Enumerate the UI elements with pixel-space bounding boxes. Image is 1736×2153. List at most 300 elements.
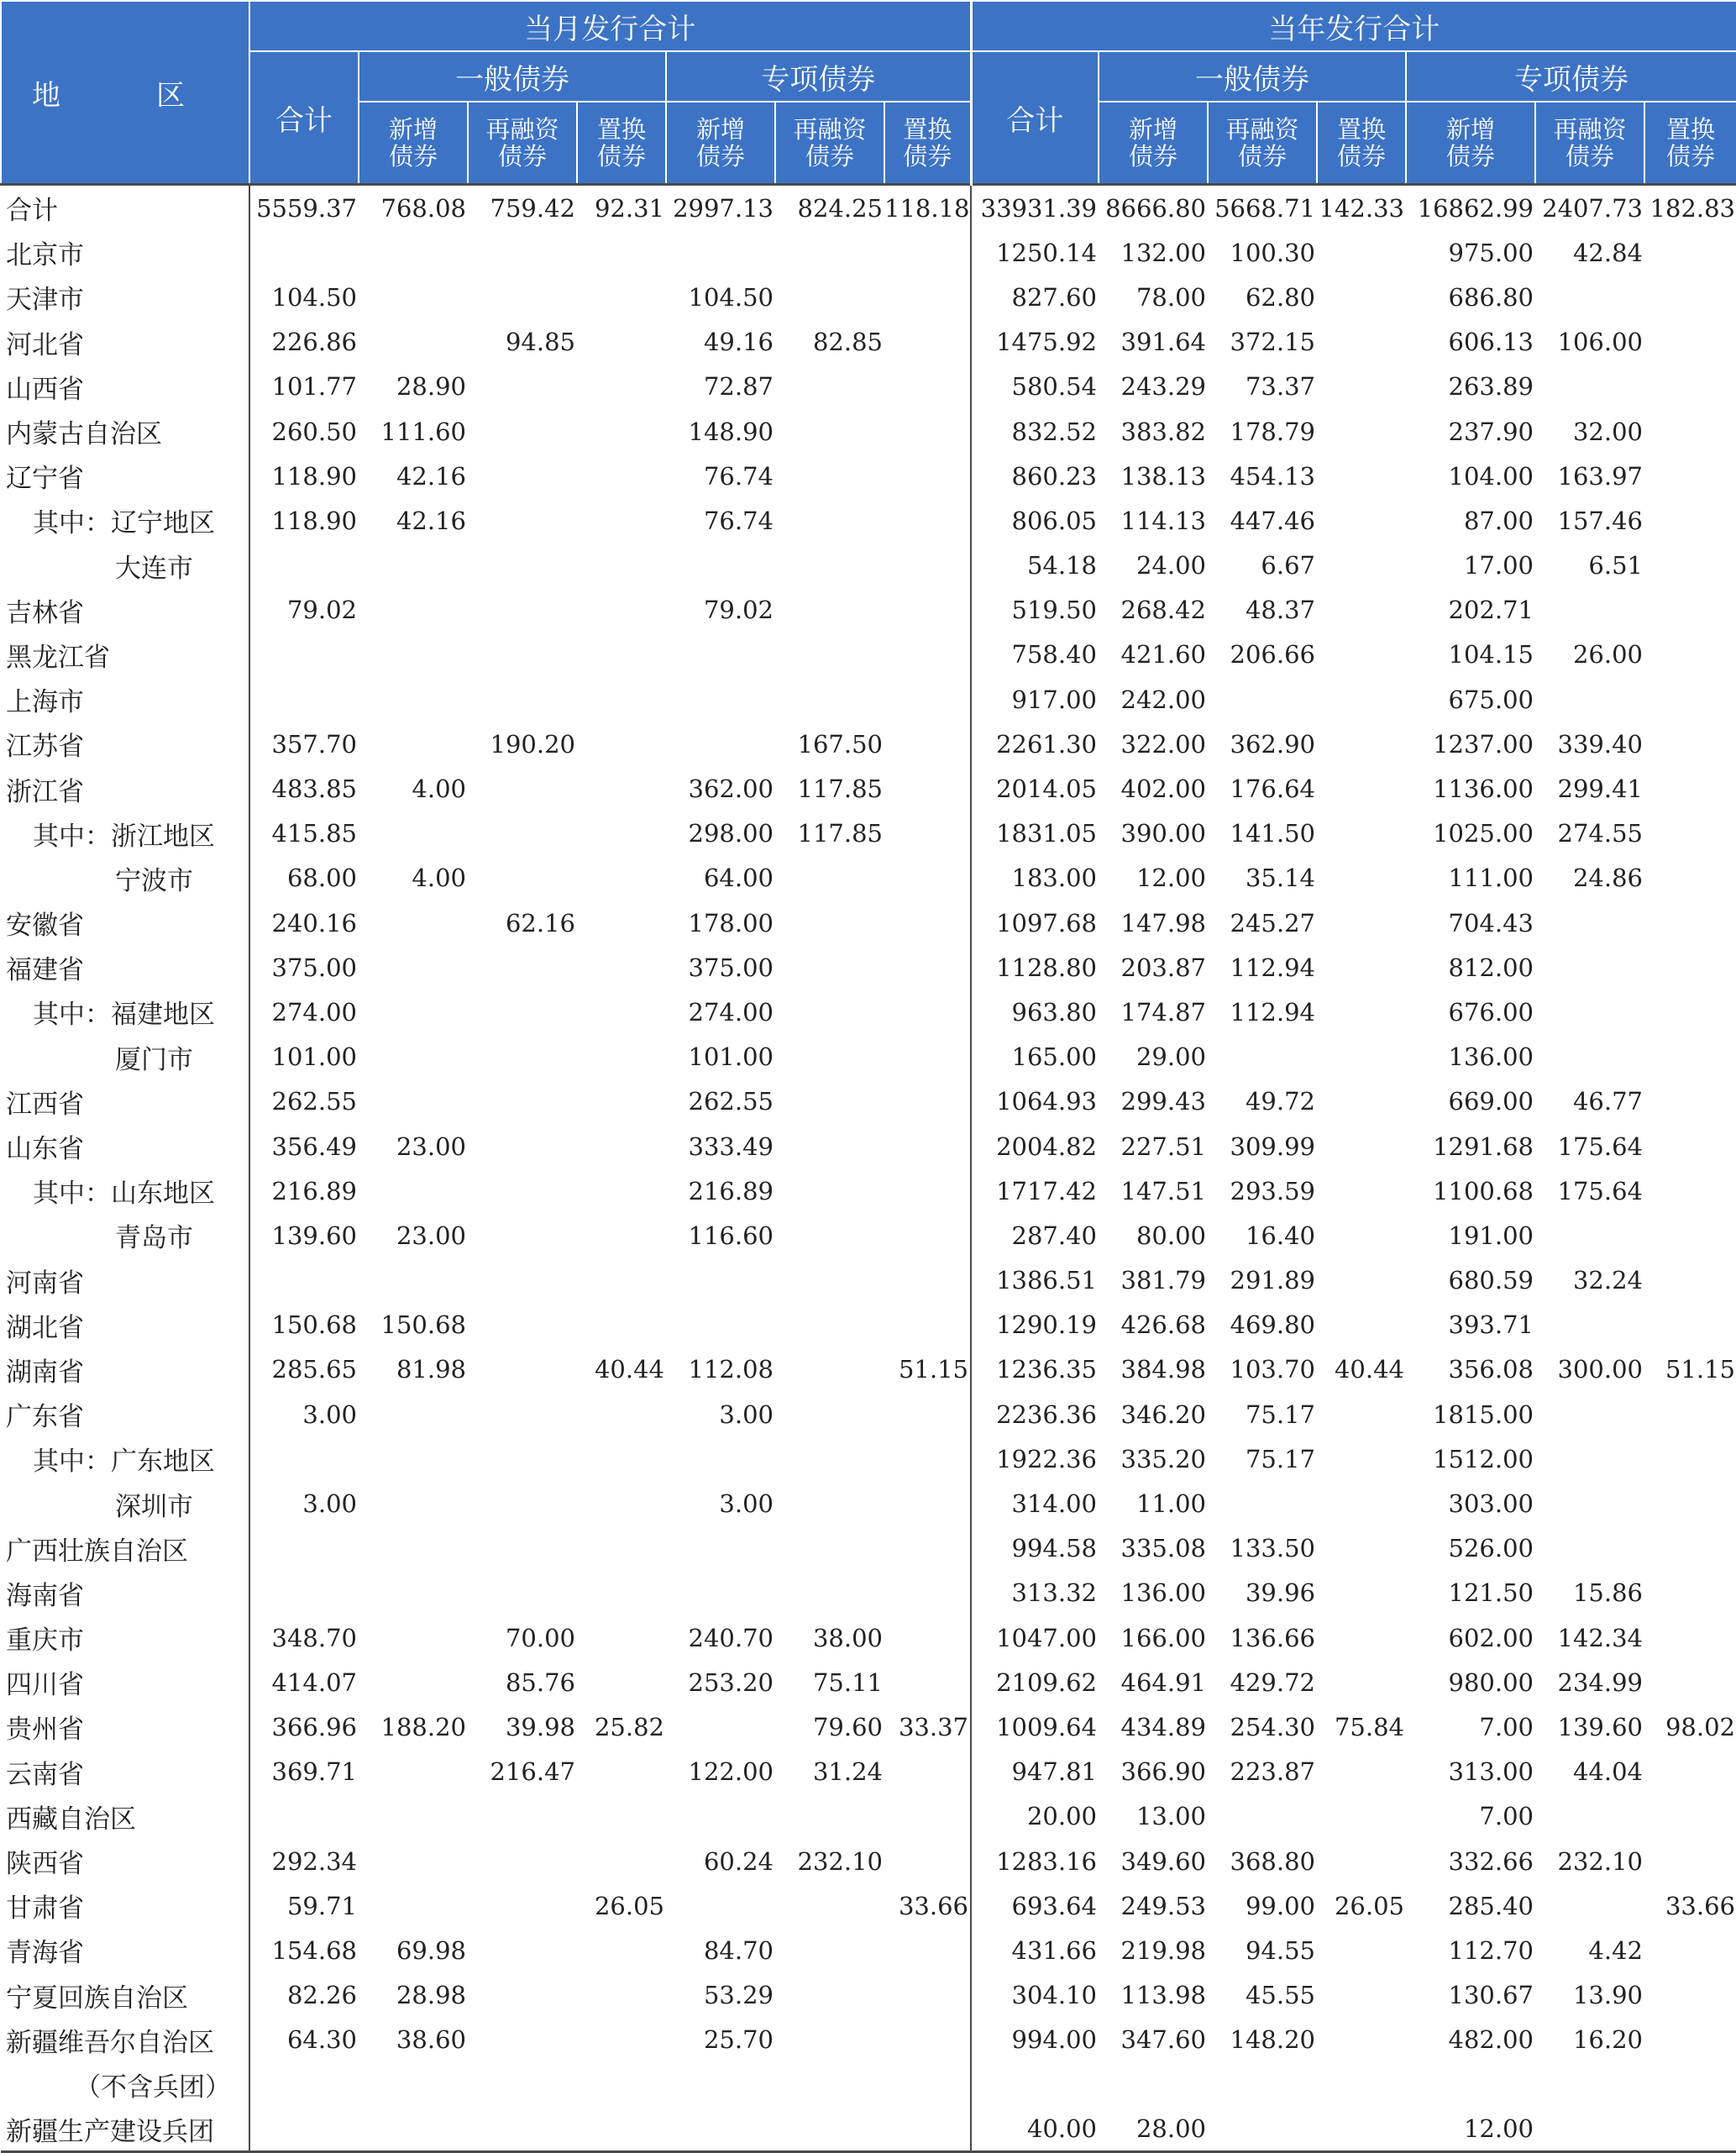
table-row <box>1 1213 1736 1258</box>
yearly-total-cell: 1097.68 <box>996 908 1097 937</box>
yearly-special-replace-cell <box>1644 1571 1736 1615</box>
yearly-special-new-cell: 332.66 <box>1448 1846 1534 1876</box>
yearly-total-cell: 165.00 <box>1011 1042 1097 1072</box>
yearly-general-refinance-cell: 447.46 <box>1230 506 1315 535</box>
monthly-general-replace-cell <box>577 677 666 722</box>
yearly-special-replace-cell <box>1644 1035 1736 1079</box>
yearly-special-refinance-cell: 139.60 <box>1557 1712 1643 1741</box>
monthly-total-cell: 150.68 <box>271 1310 357 1340</box>
yearly-total-cell: 806.05 <box>1011 506 1097 535</box>
yearly-general-new-cell: 366.90 <box>1120 1757 1206 1787</box>
yearly-special-new-cell: 111.00 <box>1448 864 1534 893</box>
monthly-special-replace-cell <box>884 766 971 811</box>
monthly-general-new-header: 新增 债券 <box>359 102 468 185</box>
monthly-special-refinance-cell <box>775 588 884 633</box>
yearly-total-cell: 313.32 <box>1011 1578 1097 1608</box>
yearly-special-new-cell <box>1406 2062 1535 2107</box>
yearly-general-refinance-cell: 16.40 <box>1245 1221 1315 1250</box>
monthly-general-new-cell <box>359 1035 468 1079</box>
yearly-special-replace-cell <box>1644 1392 1736 1436</box>
monthly-general-new-cell: 42.16 <box>396 506 466 535</box>
yearly-general-replace-cell <box>1317 856 1406 901</box>
monthly-total-cell: 68.00 <box>286 864 357 893</box>
yearly-special-replace-cell <box>1644 856 1736 901</box>
yearly-general-new-cell: 11.00 <box>1135 1489 1206 1519</box>
yearly-total-cell: 2261.30 <box>996 729 1097 759</box>
yearly-special-new-cell: 606.13 <box>1448 328 1534 357</box>
region-name-cell: 宁夏回族自治区 <box>1 1973 249 2018</box>
region-name-cell: 河南省 <box>1 1258 249 1303</box>
region-name-cell: 其中：福建地区 <box>1 990 249 1034</box>
monthly-general-new-cell <box>359 1883 468 1928</box>
table-row <box>1 945 1736 990</box>
yearly-special-refinance-cell: 300.00 <box>1557 1355 1643 1384</box>
monthly-special-refinance-cell <box>775 2062 884 2107</box>
yearly-general-refinance-cell: 136.66 <box>1230 1623 1315 1652</box>
yearly-general-refinance-cell: 429.72 <box>1230 1667 1315 1697</box>
yearly-general-replace-header: 置换 债券 <box>1317 102 1406 185</box>
monthly-general-replace-cell <box>577 1303 666 1347</box>
monthly-special-refinance-cell <box>775 1973 884 2018</box>
monthly-special-replace-cell: 118.18 <box>884 185 971 231</box>
yearly-general-new-cell: 464.91 <box>1120 1667 1206 1697</box>
yearly-general-replace-cell <box>1317 2062 1406 2107</box>
yearly-general-replace-cell <box>1317 588 1406 633</box>
yearly-total-cell: 580.54 <box>1011 372 1097 402</box>
yearly-special-new-cell: 676.00 <box>1448 997 1534 1027</box>
yearly-special-new-cell: 675.00 <box>1448 685 1534 714</box>
monthly-special-replace-cell <box>884 1750 971 1794</box>
monthly-special-replace-cell <box>884 320 971 365</box>
yearly-general-refinance-cell: 45.55 <box>1245 1981 1315 2010</box>
monthly-general-refinance-cell: 190.20 <box>490 729 575 759</box>
monthly-special-new-cell: 3.00 <box>719 1489 774 1519</box>
yearly-special-refinance-cell: 15.86 <box>1572 1578 1643 1608</box>
yearly-special-refinance-cell <box>1535 1794 1644 1839</box>
yearly-general-refinance-cell: 75.17 <box>1245 1444 1315 1473</box>
monthly-special-replace-header: 置换 债券 <box>884 102 971 185</box>
monthly-special-replace-cell <box>884 677 971 722</box>
yearly-general-replace-cell <box>1317 1258 1406 1303</box>
monthly-general-refinance-cell <box>468 588 577 633</box>
monthly-general-new-cell <box>359 1571 468 1615</box>
yearly-general-replace-cell: 75.84 <box>1334 1712 1404 1741</box>
yearly-special-refinance-cell: 175.64 <box>1557 1176 1643 1205</box>
yearly-special-new-cell: 1291.68 <box>1433 1132 1534 1161</box>
yearly-special-new-cell: 191.00 <box>1448 1221 1534 1250</box>
monthly-special-refinance-cell <box>775 1124 884 1168</box>
monthly-special-replace-cell <box>884 1481 971 1525</box>
yearly-special-new-cell: 812.00 <box>1448 953 1534 982</box>
monthly-general-refinance-cell <box>468 1079 577 1124</box>
yearly-total-cell: 994.58 <box>1011 1534 1097 1563</box>
yearly-special-replace-cell <box>1644 1928 1736 1972</box>
region-name-cell: 其中：广东地区 <box>1 1436 249 1481</box>
monthly-special-new-cell <box>666 1258 775 1303</box>
yearly-special-refinance-cell <box>1535 1436 1644 1481</box>
monthly-total-cell: 357.70 <box>271 729 357 759</box>
monthly-special-refinance-cell <box>775 633 884 677</box>
yearly-special-replace-cell <box>1644 1794 1736 1839</box>
monthly-special-refinance-cell <box>775 1794 884 1839</box>
monthly-special-new-header: 新增 债券 <box>666 102 775 185</box>
monthly-special-new-cell: 240.70 <box>688 1623 774 1652</box>
yearly-general-refinance-cell: 103.70 <box>1230 1355 1315 1384</box>
yearly-general-new-cell: 268.42 <box>1120 596 1206 625</box>
yearly-general-replace-cell <box>1317 2018 1406 2062</box>
monthly-special-new-cell: 25.70 <box>703 2025 774 2055</box>
yearly-general-replace-cell <box>1317 1526 1406 1571</box>
monthly-general-new-cell: 69.98 <box>396 1935 466 1965</box>
monthly-general-refinance-cell <box>468 677 577 722</box>
monthly-general-replace-cell: 40.44 <box>594 1355 664 1384</box>
monthly-general-replace-cell <box>577 990 666 1034</box>
yearly-special-refinance-cell: 16.20 <box>1572 2025 1643 2055</box>
yearly-general-refinance-cell: 254.30 <box>1230 1712 1315 1741</box>
table-row <box>1 365 1736 409</box>
monthly-total-cell: 59.71 <box>286 1891 357 1920</box>
monthly-special-new-cell: 101.00 <box>688 1042 774 1072</box>
yearly-special-replace-cell <box>1644 409 1736 454</box>
monthly-general-new-cell <box>359 1526 468 1571</box>
region-name-cell: 其中：浙江地区 <box>1 811 249 856</box>
monthly-special-refinance-cell <box>775 1168 884 1213</box>
monthly-special-new-cell <box>666 1526 775 1571</box>
yearly-general-replace-cell <box>1317 1973 1406 2018</box>
yearly-special-new-cell: 7.00 <box>1479 1712 1534 1741</box>
table-row <box>1 1883 1736 1928</box>
yearly-general-replace-cell <box>1317 454 1406 498</box>
yearly-total-header: 合计 <box>971 51 1099 185</box>
monthly-total-cell <box>249 677 359 722</box>
monthly-special-replace-cell <box>884 1079 971 1124</box>
monthly-total-cell: 262.55 <box>271 1087 357 1116</box>
monthly-general-refinance-header: 再融资 债券 <box>468 102 577 185</box>
yearly-general-refinance-cell: 94.55 <box>1245 1935 1315 1965</box>
yearly-general-refinance-cell: 39.96 <box>1245 1578 1315 1608</box>
monthly-special-replace-cell <box>884 1303 971 1347</box>
yearly-general-new-cell: 242.00 <box>1120 685 1206 714</box>
yearly-special-new-cell: 356.08 <box>1448 1355 1534 1384</box>
table-row <box>1 1481 1736 1525</box>
monthly-special-replace-cell <box>884 1392 971 1436</box>
yearly-special-new-cell: 482.00 <box>1448 2025 1534 2055</box>
monthly-general-replace-cell <box>577 1124 666 1168</box>
monthly-general-refinance-cell <box>468 1124 577 1168</box>
yearly-special-new-cell: 1237.00 <box>1433 729 1534 759</box>
yearly-general-replace-cell <box>1317 1615 1406 1660</box>
monthly-total-cell: 216.89 <box>271 1176 357 1205</box>
monthly-total-cell: 118.90 <box>271 461 357 491</box>
yearly-special-new-cell: 104.15 <box>1448 640 1534 670</box>
yearly-special-refinance-cell: 24.86 <box>1572 864 1643 893</box>
monthly-total-cell: 101.00 <box>271 1042 357 1072</box>
monthly-special-new-cell: 298.00 <box>688 819 774 848</box>
monthly-special-refinance-cell <box>775 275 884 319</box>
yearly-total-cell: 2004.82 <box>996 1132 1097 1161</box>
yearly-special-new-cell: 393.71 <box>1448 1310 1534 1340</box>
yearly-special-new-cell: 7.00 <box>1479 1802 1534 1831</box>
yearly-general-new-cell: 384.98 <box>1120 1355 1206 1384</box>
yearly-special-replace-cell <box>1644 1213 1736 1258</box>
monthly-special-new-cell: 104.50 <box>688 282 774 312</box>
yearly-general-refinance-cell: 141.50 <box>1230 819 1315 848</box>
monthly-total-cell: 356.49 <box>271 1132 357 1161</box>
monthly-special-replace-cell <box>884 1928 971 1972</box>
monthly-special-new-cell <box>666 544 775 588</box>
yearly-general-new-cell: 24.00 <box>1135 551 1206 580</box>
monthly-special-refinance-cell <box>775 1347 884 1392</box>
monthly-special-refinance-cell <box>775 2018 884 2062</box>
yearly-special-refinance-cell <box>1535 1883 1644 1928</box>
yearly-special-new-cell: 1136.00 <box>1433 775 1534 804</box>
yearly-special-replace-cell: 33.66 <box>1665 1891 1735 1920</box>
yearly-special-new-cell: 303.00 <box>1448 1489 1534 1519</box>
yearly-special-bond-header: 专项债券 <box>1406 51 1736 102</box>
yearly-special-replace-cell <box>1644 498 1736 543</box>
monthly-general-replace-cell <box>577 2062 666 2107</box>
monthly-general-refinance-cell: 216.47 <box>490 1757 575 1787</box>
monthly-total-cell: 104.50 <box>271 282 357 312</box>
yearly-special-refinance-cell: 44.04 <box>1572 1757 1643 1787</box>
table-row <box>1 185 1736 231</box>
monthly-special-refinance-cell <box>775 409 884 454</box>
yearly-general-refinance-cell: 176.64 <box>1230 775 1315 804</box>
yearly-special-replace-cell <box>1644 1124 1736 1168</box>
region-name-cell: 内蒙古自治区 <box>1 409 249 454</box>
monthly-general-replace-cell <box>577 1526 666 1571</box>
monthly-general-refinance-cell <box>468 275 577 319</box>
yearly-general-new-cell: 347.60 <box>1120 2025 1206 2055</box>
monthly-total-cell: 260.50 <box>271 417 357 446</box>
monthly-special-refinance-cell: 824.25 <box>775 185 884 231</box>
monthly-special-new-cell: 76.74 <box>703 461 774 491</box>
yearly-special-refinance-cell: 6.51 <box>1588 551 1643 580</box>
yearly-special-replace-cell <box>1644 1481 1736 1525</box>
monthly-special-new-cell: 148.90 <box>688 417 774 446</box>
yearly-general-refinance-cell: 178.79 <box>1230 417 1315 446</box>
yearly-special-replace-cell <box>1644 454 1736 498</box>
yearly-total-cell: 1250.14 <box>996 238 1097 267</box>
monthly-special-new-cell: 122.00 <box>688 1757 774 1787</box>
yearly-general-new-cell: 381.79 <box>1120 1266 1206 1295</box>
monthly-general-refinance-cell <box>468 498 577 543</box>
yearly-general-replace-cell <box>1317 544 1406 588</box>
yearly-general-new-cell: 421.60 <box>1120 640 1206 670</box>
yearly-general-refinance-cell: 309.99 <box>1230 1132 1315 1161</box>
monthly-general-new-cell <box>359 275 468 319</box>
monthly-total-cell: 285.65 <box>271 1355 357 1384</box>
yearly-special-refinance-cell <box>1535 1035 1644 1079</box>
monthly-total-cell <box>249 1436 359 1481</box>
yearly-special-refinance-cell: 4.42 <box>1588 1935 1643 1965</box>
yearly-total-cell: 20.00 <box>1026 1802 1097 1831</box>
yearly-special-refinance-cell: 106.00 <box>1557 328 1643 357</box>
monthly-general-new-cell: 188.20 <box>380 1712 466 1741</box>
yearly-special-refinance-cell: 157.46 <box>1557 506 1643 535</box>
yearly-special-replace-cell <box>1644 275 1736 319</box>
yearly-total-cell: 1283.16 <box>996 1846 1097 1876</box>
monthly-special-refinance-cell <box>775 856 884 901</box>
table-row <box>1 1973 1736 2018</box>
monthly-special-refinance-cell <box>775 544 884 588</box>
yearly-special-new-cell: 686.80 <box>1448 282 1534 312</box>
yearly-general-refinance-cell <box>1208 1481 1317 1525</box>
table-row <box>1 1168 1736 1213</box>
yearly-general-new-cell: 227.51 <box>1120 1132 1206 1161</box>
monthly-total-cell: 3.00 <box>302 1399 357 1429</box>
yearly-general-refinance-cell: 245.27 <box>1230 908 1315 937</box>
yearly-special-replace-cell: 98.02 <box>1665 1712 1735 1741</box>
monthly-general-refinance-cell <box>468 1794 577 1839</box>
monthly-general-replace-cell <box>577 901 666 945</box>
monthly-general-new-cell <box>359 1660 468 1704</box>
yearly-general-refinance-cell <box>1208 2062 1317 2107</box>
yearly-total-cell: 1128.80 <box>996 953 1097 982</box>
monthly-general-replace-cell <box>577 275 666 319</box>
table-row <box>1 1704 1736 1749</box>
yearly-special-refinance-cell: 274.55 <box>1557 819 1643 848</box>
monthly-total-cell <box>249 1526 359 1571</box>
monthly-general-refinance-cell <box>468 1035 577 1079</box>
monthly-special-refinance-cell: 38.00 <box>812 1623 883 1652</box>
yearly-general-new-cell: 219.98 <box>1120 1935 1206 1965</box>
yearly-general-new-cell: 249.53 <box>1120 1891 1206 1920</box>
monthly-general-replace-cell <box>577 588 666 633</box>
monthly-special-refinance-cell <box>775 1303 884 1347</box>
monthly-total-cell: 483.85 <box>271 775 357 804</box>
monthly-special-new-cell: 375.00 <box>688 953 774 982</box>
monthly-special-replace-cell <box>884 498 971 543</box>
yearly-total-cell: 2236.36 <box>996 1399 1097 1429</box>
monthly-general-refinance-cell <box>468 1973 577 2018</box>
monthly-special-replace-cell <box>884 1124 971 1168</box>
monthly-special-refinance-cell <box>775 1213 884 1258</box>
region-name-cell: 青岛市 <box>1 1213 249 1258</box>
monthly-general-new-cell: 28.98 <box>396 1981 466 2010</box>
yearly-general-replace-cell: 142.33 <box>1317 185 1406 231</box>
yearly-total-cell <box>971 2062 1099 2107</box>
yearly-special-new-cell: 87.00 <box>1463 506 1534 535</box>
yearly-group-header: 当年发行合计 <box>971 1 1736 51</box>
monthly-general-replace-cell <box>577 1168 666 1213</box>
yearly-special-replace-cell <box>1644 677 1736 722</box>
yearly-special-refinance-cell: 175.64 <box>1557 1132 1643 1161</box>
table-row <box>1 320 1736 365</box>
monthly-general-refinance-cell <box>468 945 577 990</box>
region-name-cell: 湖南省 <box>1 1347 249 1392</box>
table-body <box>1 185 1736 2152</box>
yearly-special-new-cell: 104.00 <box>1448 461 1534 491</box>
monthly-total-cell: 64.30 <box>286 2025 357 2055</box>
yearly-special-replace-cell <box>1644 2018 1736 2062</box>
yearly-total-cell: 2014.05 <box>996 775 1097 804</box>
monthly-total-cell: 154.68 <box>271 1935 357 1965</box>
monthly-general-refinance-cell <box>468 1347 577 1392</box>
monthly-general-refinance-cell: 759.42 <box>468 185 577 231</box>
table-row <box>1 1079 1736 1124</box>
monthly-total-cell: 3.00 <box>302 1489 357 1519</box>
yearly-special-refinance-cell <box>1535 275 1644 319</box>
yearly-general-new-cell: 13.00 <box>1135 1802 1206 1831</box>
monthly-general-new-cell <box>359 1079 468 1124</box>
region-name-cell: 广东省 <box>1 1392 249 1436</box>
monthly-general-new-cell: 4.00 <box>412 864 466 893</box>
monthly-special-new-cell <box>666 1704 775 1749</box>
yearly-special-new-cell: 17.00 <box>1463 551 1534 580</box>
monthly-general-refinance-cell <box>468 766 577 811</box>
monthly-special-new-cell: 333.49 <box>688 1132 774 1161</box>
monthly-general-bond-header: 一般债券 <box>359 51 666 102</box>
monthly-general-new-cell: 28.90 <box>396 372 466 402</box>
monthly-special-replace-cell <box>884 275 971 319</box>
yearly-special-refinance-cell <box>1535 1481 1644 1525</box>
monthly-general-new-cell <box>359 320 468 365</box>
monthly-general-new-cell <box>359 901 468 945</box>
yearly-general-replace-cell <box>1317 945 1406 990</box>
region-name-cell: 四川省 <box>1 1660 249 1704</box>
monthly-general-replace-cell <box>577 1794 666 1839</box>
region-name-cell: 河北省 <box>1 320 249 365</box>
monthly-special-new-cell: 253.20 <box>688 1667 774 1697</box>
monthly-special-refinance-cell: 117.85 <box>797 819 883 848</box>
yearly-total-cell: 994.00 <box>1011 2025 1097 2055</box>
monthly-total-cell <box>249 230 359 275</box>
monthly-general-replace-cell: 25.82 <box>594 1712 664 1741</box>
monthly-special-replace-cell: 33.66 <box>884 1883 971 1928</box>
monthly-special-refinance-cell <box>775 1079 884 1124</box>
yearly-general-new-cell: 132.00 <box>1120 238 1206 267</box>
table-row <box>1 1347 1736 1392</box>
yearly-special-replace-cell <box>1644 1258 1736 1303</box>
monthly-general-refinance-cell <box>468 1303 577 1347</box>
yearly-general-replace-cell <box>1317 320 1406 365</box>
yearly-special-new-cell: 704.43 <box>1448 908 1534 937</box>
monthly-special-replace-cell <box>884 588 971 633</box>
monthly-special-replace-cell <box>884 1660 971 1704</box>
monthly-general-new-cell: 111.60 <box>380 417 466 446</box>
yearly-general-replace-cell <box>1317 230 1406 275</box>
table-row <box>1 1615 1736 1660</box>
monthly-general-replace-cell <box>577 1392 666 1436</box>
monthly-general-replace-cell <box>577 1615 666 1660</box>
yearly-special-replace-cell <box>1644 722 1736 766</box>
monthly-general-replace-cell: 92.31 <box>577 185 666 231</box>
monthly-general-refinance-cell <box>468 856 577 901</box>
yearly-total-cell: 1236.35 <box>996 1355 1097 1384</box>
yearly-special-replace-cell <box>1644 1303 1736 1347</box>
monthly-special-replace-cell <box>884 365 971 409</box>
yearly-general-new-cell: 29.00 <box>1135 1042 1206 1072</box>
monthly-special-refinance-cell <box>775 1481 884 1525</box>
table-row <box>1 2062 1736 2107</box>
table-row <box>1 766 1736 811</box>
yearly-total-cell: 40.00 <box>971 2107 1099 2152</box>
monthly-total-cell <box>249 1794 359 1839</box>
monthly-special-refinance-cell <box>775 1883 884 1928</box>
monthly-total-cell: 292.34 <box>271 1846 357 1876</box>
monthly-special-refinance-cell <box>775 1526 884 1571</box>
yearly-general-refinance-cell: 73.37 <box>1245 372 1315 402</box>
monthly-general-replace-cell <box>577 1660 666 1704</box>
yearly-general-replace-cell <box>1317 1436 1406 1481</box>
monthly-general-replace-cell <box>577 1436 666 1481</box>
yearly-general-new-cell: 28.00 <box>1099 2107 1208 2152</box>
yearly-special-refinance-cell: 42.84 <box>1572 238 1643 267</box>
yearly-general-new-cell: 383.82 <box>1120 417 1206 446</box>
yearly-special-new-cell: 1100.68 <box>1433 1176 1534 1205</box>
monthly-special-new-cell <box>666 1303 775 1347</box>
